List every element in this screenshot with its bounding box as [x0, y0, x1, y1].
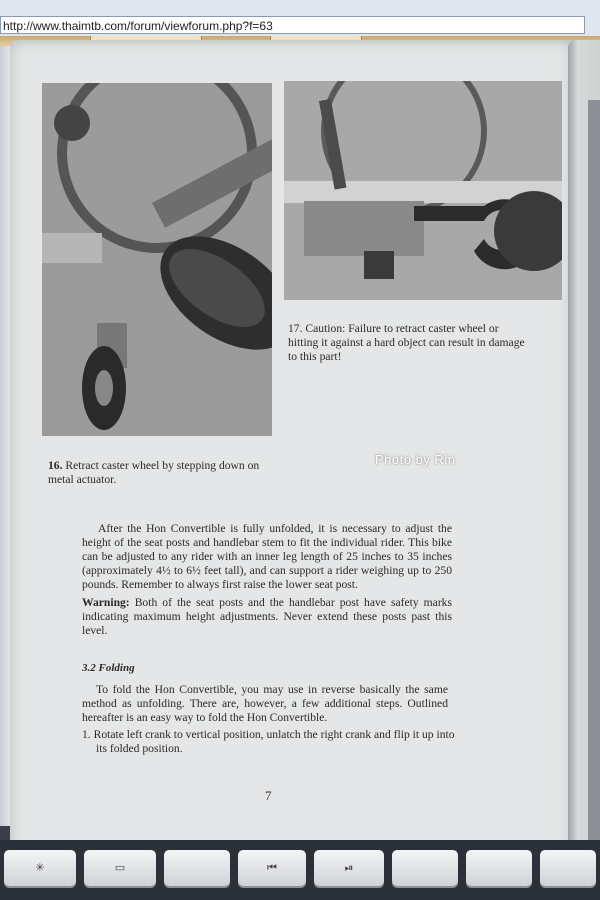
photo-caster-part-drawing — [284, 81, 562, 300]
keyboard-key: ✳ — [4, 850, 76, 886]
warning-label: Warning: — [82, 596, 130, 609]
keyboard-key: ⏯ — [314, 850, 384, 886]
step-1-number: 1. — [82, 728, 91, 741]
warning-text: Both of the seat posts and the handlebar post have safety marks indicating maximum height adjustments. Never extend these posts past this level. — [82, 596, 452, 637]
keyboard-key: ⏮ — [238, 850, 306, 886]
photo-caster-wheel-drawing — [42, 83, 272, 436]
paragraph-folding: To fold the Hon Convertible, you may use in reverse basically the same method as unfolding. There are, however, a few additional steps. Outlined hereafter is an easy way to fold the Hon Convertible. — [82, 683, 448, 724]
address-bar[interactable]: http://www.thaimtb.com/forum/viewforum.php?f=63 — [0, 16, 585, 34]
caption-17-text: Caution: Failure to retract caster wheel or hitting it against a hard object can result in damage to this part! — [288, 322, 525, 363]
photo-caster-part — [284, 81, 562, 300]
section-heading: 3.2 Folding — [82, 662, 135, 674]
caption-17 — [288, 322, 528, 364]
next-page-edge — [568, 40, 600, 840]
keyboard-key — [164, 850, 230, 886]
photo-caster-wheel — [42, 83, 272, 436]
paragraph-adjustment: After the Hon Convertible is fully unfolded, it is necessary to adjust the height of the seat posts and handlebar stem to fit the individual rider. This bike can be adjusted to any rider with an inner leg length of 25 inches to 35 inches (approximately 4½ to 6½ feet tall), and can support a rider weighing up to 250 pounds. Remember to always first raise the lower seat post. — [82, 522, 452, 591]
keyboard-key: ▭ — [84, 850, 156, 886]
caption-16-text: Retract caster wheel by stepping down on metal actuator. — [48, 459, 260, 486]
step-1-text: Rotate left crank to vertical position, unlatch the right crank and flip it up into its folded position. — [93, 728, 455, 755]
caption-16 — [48, 459, 270, 487]
keyboard-key — [466, 850, 532, 886]
folding-step-1 — [82, 728, 462, 756]
desktop-edge — [0, 46, 10, 826]
keyboard-key — [392, 850, 458, 886]
keyboard-key — [540, 850, 596, 886]
photo-watermark: Photo by Rin — [375, 452, 456, 467]
caption-16-number: 16. — [48, 459, 63, 472]
warning-paragraph — [82, 596, 452, 638]
caption-17-number: 17. — [288, 322, 303, 335]
page-number: 7 — [265, 788, 272, 803]
keyboard — [0, 840, 600, 900]
